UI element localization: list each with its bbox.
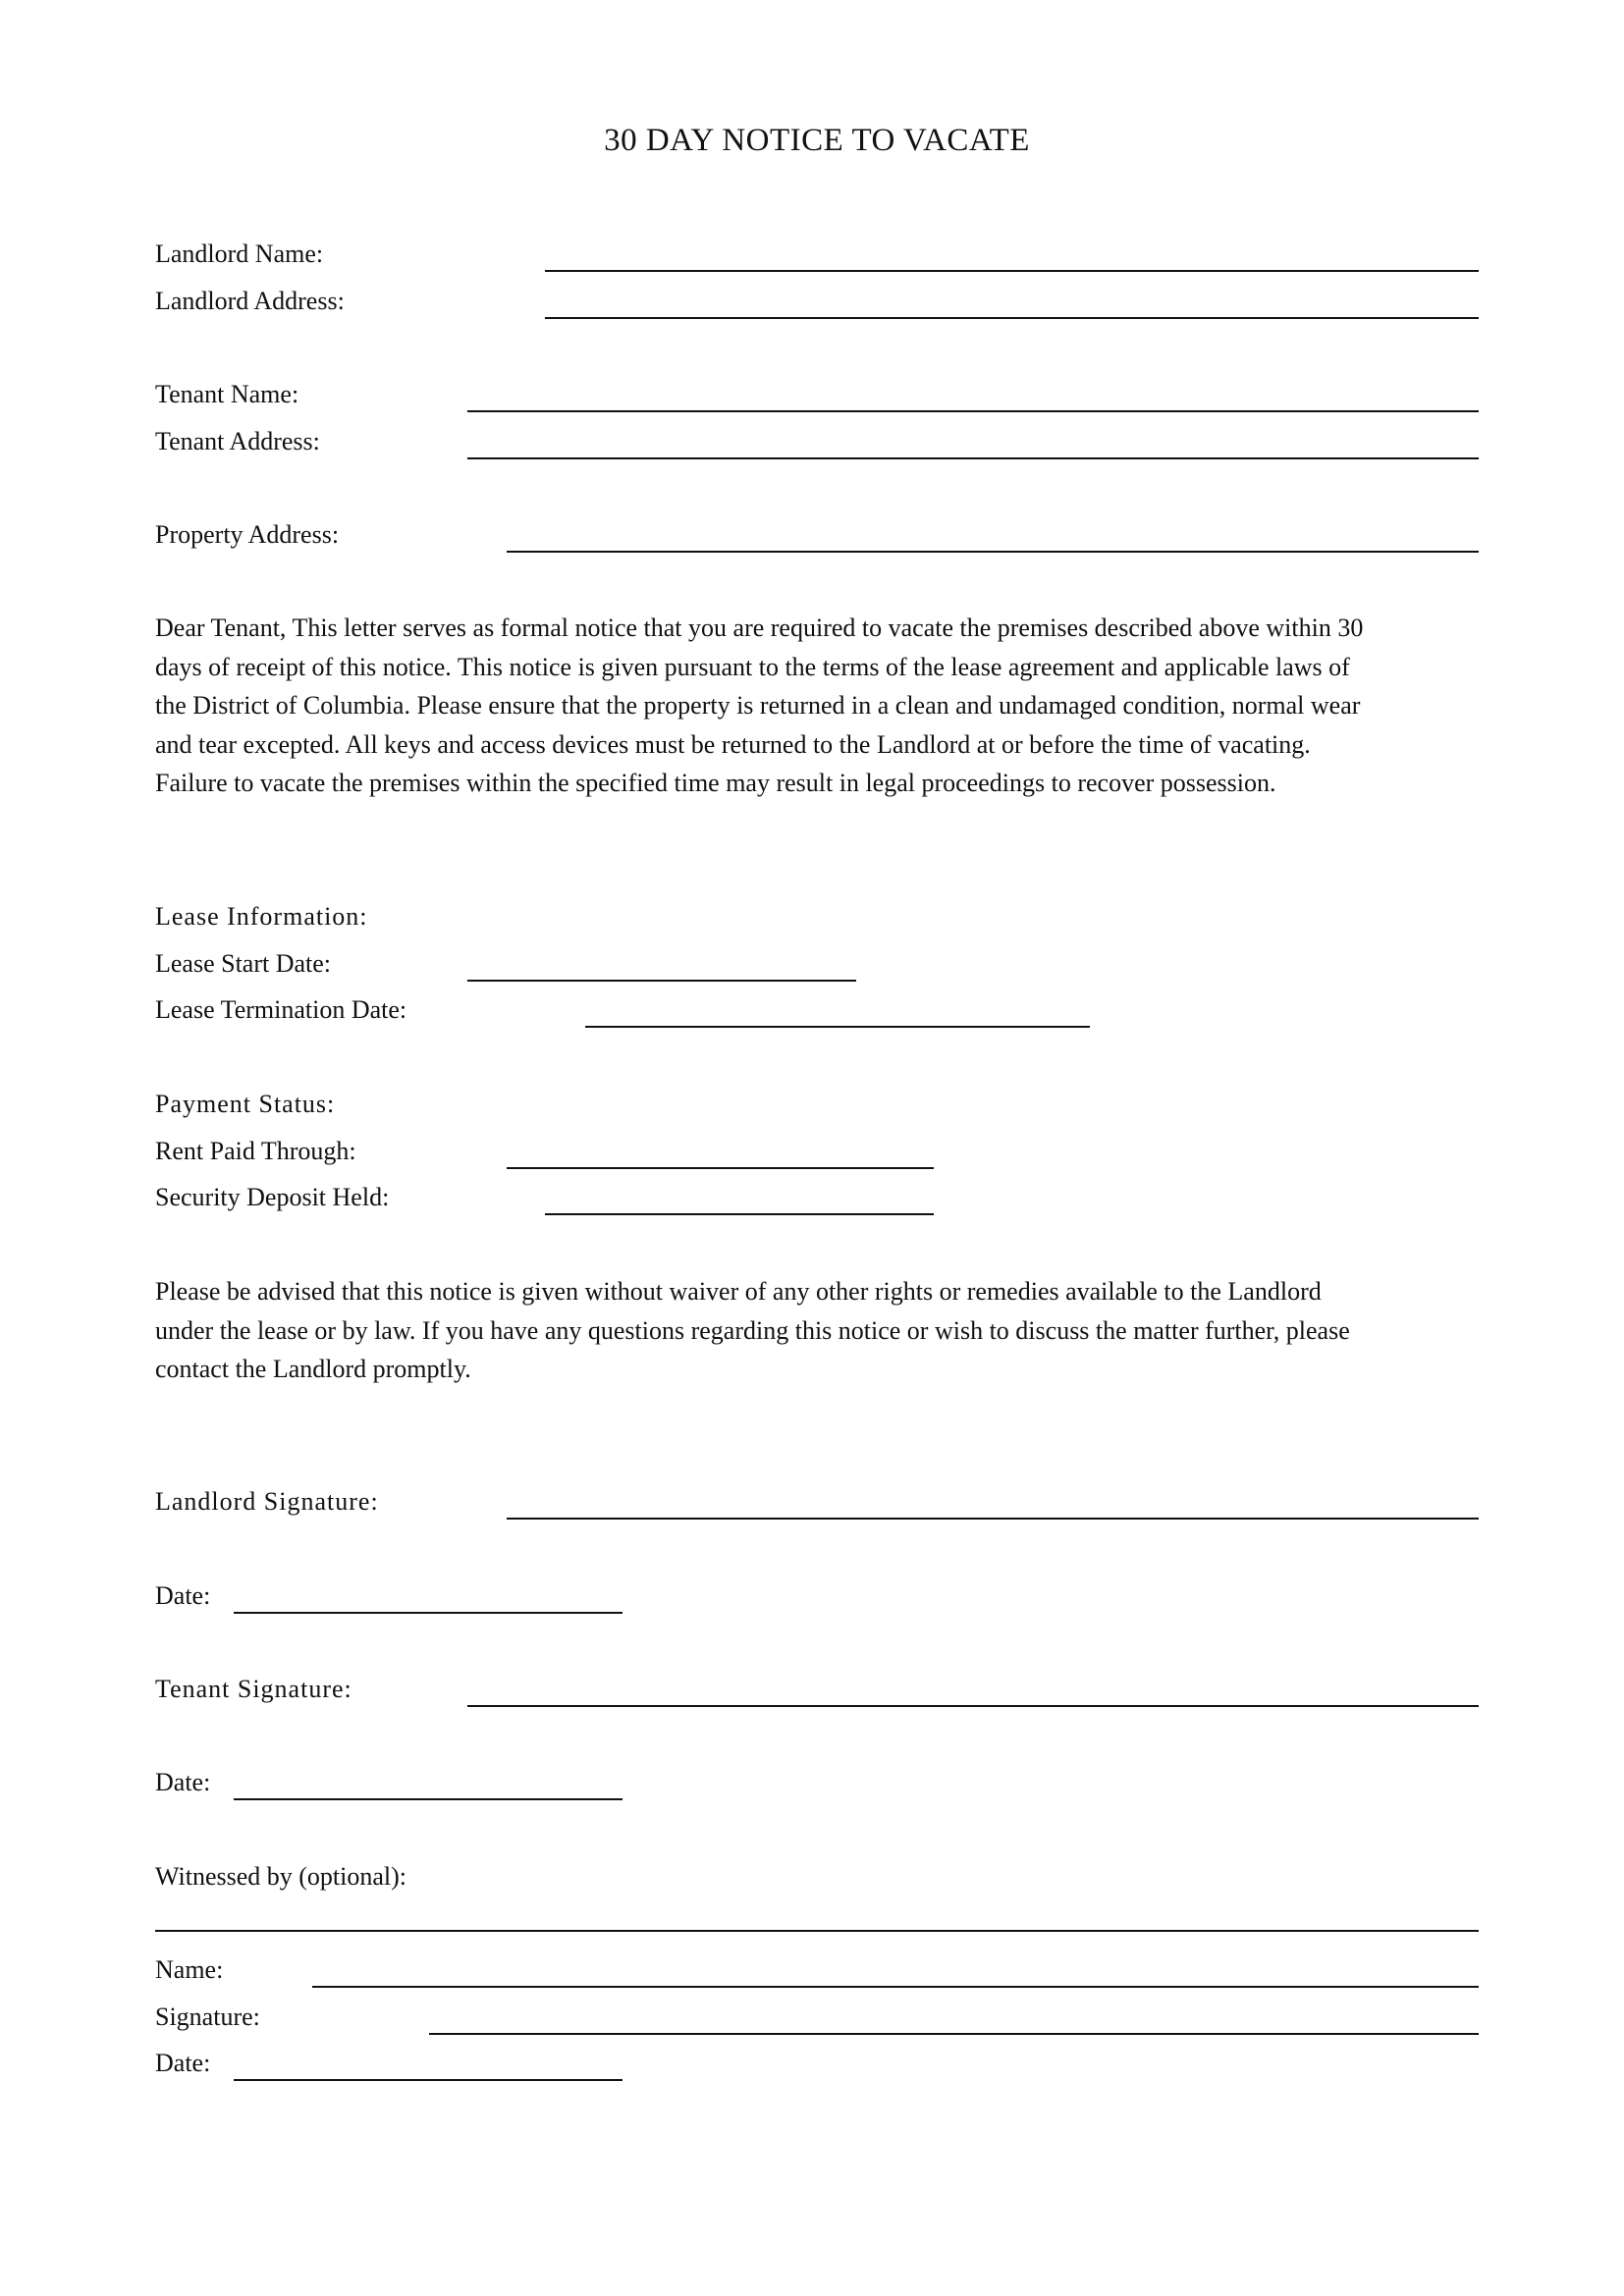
tenant-name-field[interactable] [467,410,1479,412]
security-deposit-field[interactable] [545,1213,934,1215]
tenant-address-field[interactable] [467,457,1479,459]
tenant-date-field[interactable] [234,1798,623,1800]
lease-info-heading: Lease Information: [155,902,368,931]
witness-name-label: Name: [155,1955,224,1984]
witness-date-label: Date: [155,2049,211,2077]
notice-paragraph: Dear Tenant, This letter serves as formal notice that you are required to vacate the premises described above within 30 days of receipt of this notice. This notice is given pursuant to the terms of the lease agreement and applicable laws of the District of Columbia. Please ensure that the property is returned in a clean and undamaged condition, normal wear and tear excepted. All keys and access devices must be returned to the Landlord at or before the time of vacating. Failure to vacate the premises within the specified time may result in legal proceedings to recover possession. [155,614,1364,797]
tenant-date-label: Date: [155,1768,211,1796]
tenant-signature-field[interactable] [467,1705,1479,1707]
witness-heading: Witnessed by (optional): [155,1862,407,1891]
lease-termination-field[interactable] [585,1026,1090,1028]
landlord-signature-label: Landlord Signature: [155,1487,379,1516]
payment-status-heading: Payment Status: [155,1090,336,1118]
landlord-date-field[interactable] [234,1612,623,1614]
rent-paid-field[interactable] [507,1167,934,1169]
security-deposit-label: Security Deposit Held: [155,1183,390,1211]
landlord-address-field[interactable] [545,317,1479,319]
witness-date-field[interactable] [234,2079,623,2081]
witness-signature-field[interactable] [429,2033,1479,2035]
lease-start-field[interactable] [467,980,856,982]
landlord-name-label: Landlord Name: [155,240,324,268]
witness-signature-label: Signature: [155,2002,260,2031]
lease-start-label: Lease Start Date: [155,949,332,978]
property-address-label: Property Address: [155,520,340,549]
tenant-name-label: Tenant Name: [155,380,299,408]
document-title: 30 DAY NOTICE TO VACATE [604,123,1030,158]
property-address-field[interactable] [507,551,1479,553]
landlord-date-label: Date: [155,1581,211,1610]
landlord-name-field[interactable] [545,270,1479,272]
tenant-address-label: Tenant Address: [155,427,320,455]
tenant-signature-label: Tenant Signature: [155,1675,352,1703]
advisory-paragraph: Please be advised that this notice is given without waiver of any other rights or remedies available to the Landlord under the lease or by law. If you have any questions regarding this notice or wish to discuss the matter further, please contact the Landlord promptly. [155,1277,1350,1383]
landlord-signature-field[interactable] [507,1518,1479,1520]
landlord-address-label: Landlord Address: [155,287,345,315]
lease-termination-label: Lease Termination Date: [155,995,407,1024]
witness-divider [155,1930,1479,1932]
rent-paid-label: Rent Paid Through: [155,1137,356,1165]
witness-name-field[interactable] [312,1986,1479,1988]
